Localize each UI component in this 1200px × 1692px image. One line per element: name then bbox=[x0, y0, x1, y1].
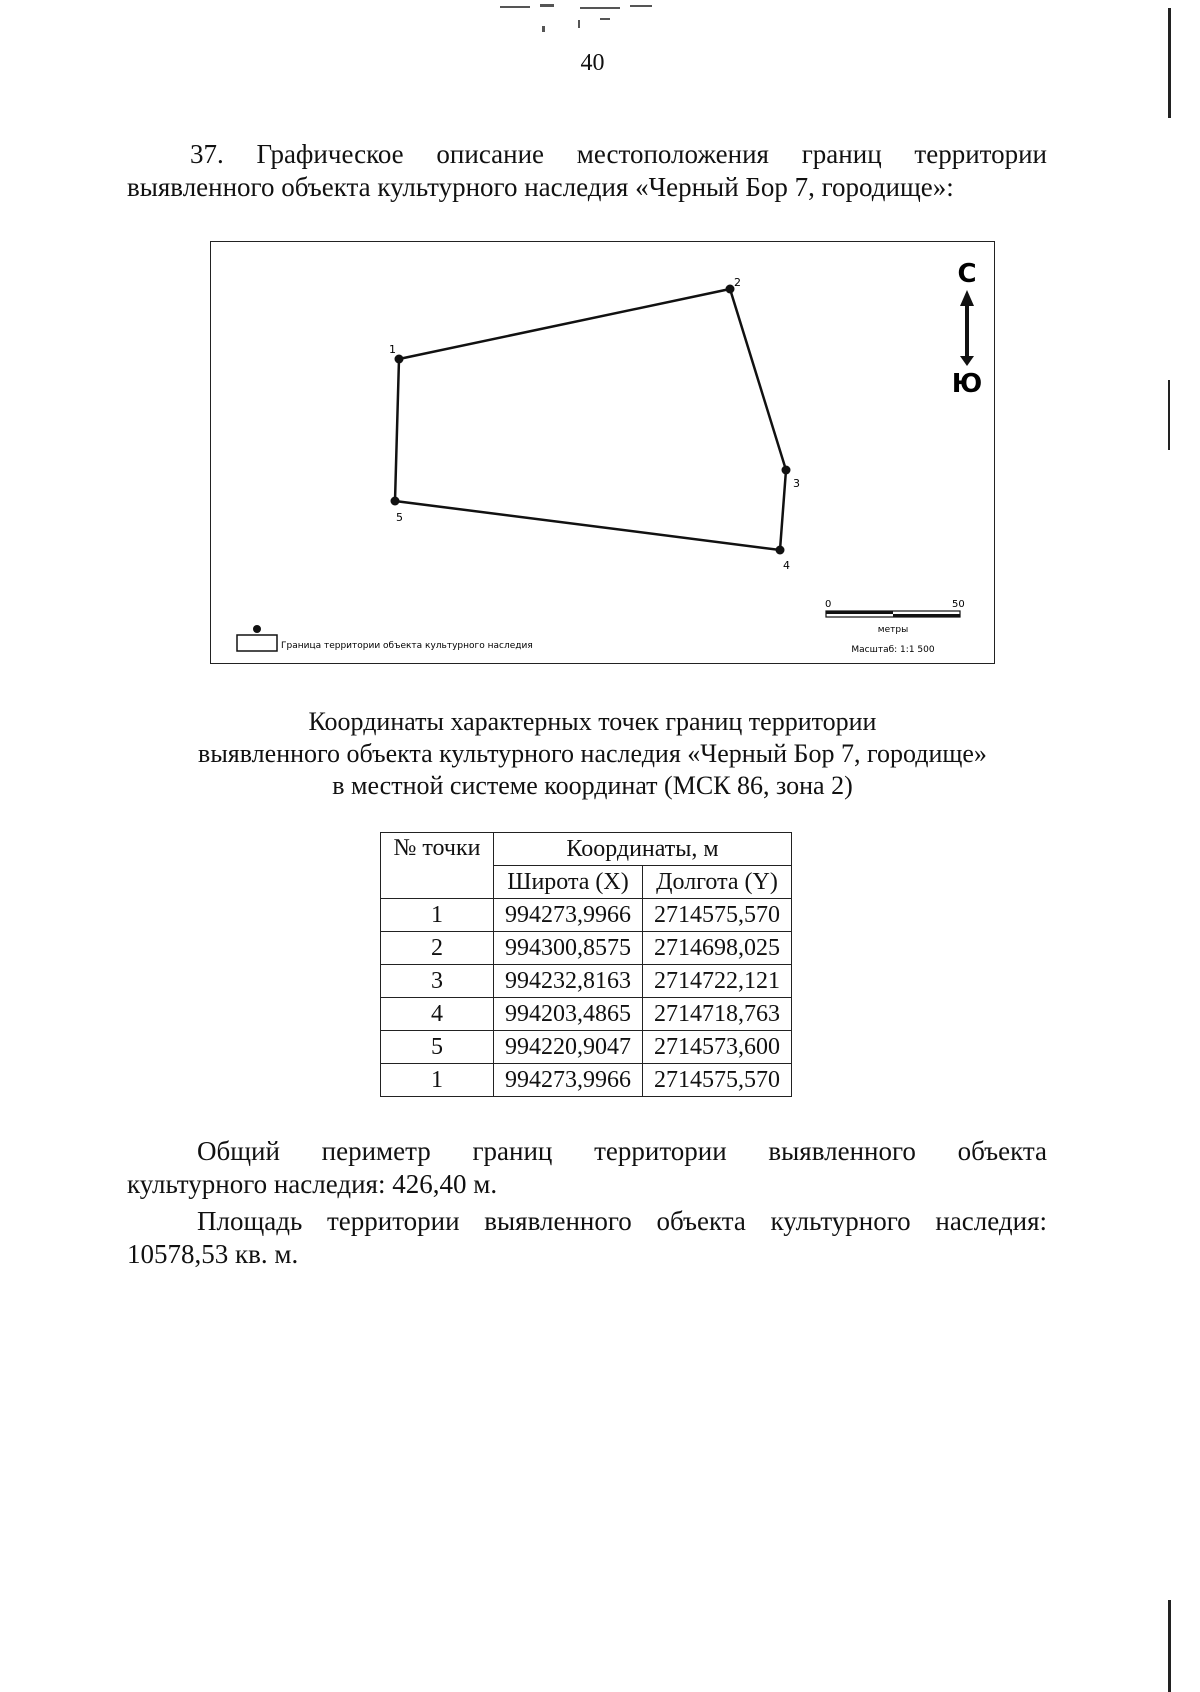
scale-units: метры bbox=[877, 625, 909, 635]
coordinates-title-line-1: Координаты характерных точек границ территории bbox=[308, 707, 877, 736]
table-row bbox=[381, 932, 792, 965]
perimeter-line-2: культурного наследия: 426,40 м. bbox=[127, 1169, 498, 1199]
coordinates-table bbox=[380, 832, 792, 1097]
legend-text: Граница территории объекта культурного наследия bbox=[281, 641, 533, 651]
cell-point: 5 bbox=[381, 1031, 494, 1064]
map-svg bbox=[211, 242, 996, 665]
legend-point-icon bbox=[253, 625, 261, 633]
perimeter-line-1: Общий периметр границ территории выявленного объекта bbox=[197, 1136, 1047, 1166]
header-point-number: № точки bbox=[381, 833, 494, 899]
point-label-1: 1 bbox=[389, 343, 396, 356]
heading-number: 37. bbox=[190, 139, 224, 169]
cell-point: 2 bbox=[381, 932, 494, 965]
scale-text: Масштаб: 1:1 500 bbox=[851, 645, 935, 655]
header-longitude: Долгота (Y) bbox=[643, 866, 792, 899]
header-latitude: Широта (X) bbox=[494, 866, 643, 899]
boundary-point-1 bbox=[389, 343, 404, 364]
cell-x: 994232,8163 bbox=[494, 965, 643, 998]
cell-y: 2714718,763 bbox=[643, 998, 792, 1031]
point-label-5: 5 bbox=[396, 511, 403, 524]
scan-margin-line bbox=[1168, 8, 1171, 118]
table-row bbox=[381, 965, 792, 998]
boundary-point-2 bbox=[726, 276, 742, 294]
map-legend bbox=[237, 625, 533, 651]
cell-y: 2714698,025 bbox=[643, 932, 792, 965]
cell-point: 1 bbox=[381, 1064, 494, 1097]
point-label-4: 4 bbox=[783, 559, 790, 572]
cell-y: 2714722,121 bbox=[643, 965, 792, 998]
scale-bar bbox=[825, 599, 965, 655]
cell-x: 994273,9966 bbox=[494, 899, 643, 932]
area-line-1: Площадь территории выявленного объекта культурного наследия: bbox=[197, 1206, 1047, 1236]
cell-point: 1 bbox=[381, 899, 494, 932]
boundary-map bbox=[210, 241, 995, 664]
page-number: 40 bbox=[580, 50, 605, 76]
cell-point: 3 bbox=[381, 965, 494, 998]
boundary-polygon bbox=[395, 289, 786, 550]
coordinates-title-line-3: в местной системе координат (МСК 86, зона 2) bbox=[332, 771, 853, 800]
scan-margin-line bbox=[1168, 380, 1170, 450]
legend-swatch bbox=[237, 635, 277, 651]
cell-y: 2714573,600 bbox=[643, 1031, 792, 1064]
cell-x: 994203,4865 bbox=[494, 998, 643, 1031]
table-row bbox=[381, 1064, 792, 1097]
scale-end: 50 bbox=[952, 599, 965, 610]
heading-text: Графическое описание местоположения границ территории bbox=[256, 139, 1047, 169]
north-arrow-icon bbox=[952, 259, 983, 399]
header-coordinates: Координаты, м bbox=[494, 833, 792, 866]
cell-x: 994220,9047 bbox=[494, 1031, 643, 1064]
cell-x: 994300,8575 bbox=[494, 932, 643, 965]
coordinates-title bbox=[0, 706, 1185, 802]
point-label-3: 3 bbox=[793, 477, 800, 490]
heading-line-2: выявленного объекта культурного наследия «Черный Бор 7, городище»: bbox=[127, 172, 954, 202]
cell-y: 2714575,570 bbox=[643, 1064, 792, 1097]
section-heading bbox=[127, 138, 1047, 204]
table-row bbox=[381, 899, 792, 932]
scan-noise bbox=[480, 0, 720, 36]
north-label: С bbox=[957, 259, 977, 289]
summary bbox=[127, 1135, 1047, 1271]
boundary-point-4 bbox=[776, 546, 791, 573]
cell-x: 994273,9966 bbox=[494, 1064, 643, 1097]
point-label-2: 2 bbox=[734, 276, 741, 289]
scan-margin-line bbox=[1168, 1600, 1171, 1692]
south-label: Ю bbox=[951, 369, 983, 399]
table-row bbox=[381, 998, 792, 1031]
cell-y: 2714575,570 bbox=[643, 899, 792, 932]
area-line-2: 10578,53 кв. м. bbox=[127, 1239, 299, 1269]
cell-point: 4 bbox=[381, 998, 494, 1031]
coordinates-title-line-2: выявленного объекта культурного наследия «Черный Бор 7, городище» bbox=[198, 739, 987, 768]
heading-line-1 bbox=[127, 138, 1047, 171]
scale-start: 0 bbox=[825, 599, 832, 610]
table-row bbox=[381, 1031, 792, 1064]
